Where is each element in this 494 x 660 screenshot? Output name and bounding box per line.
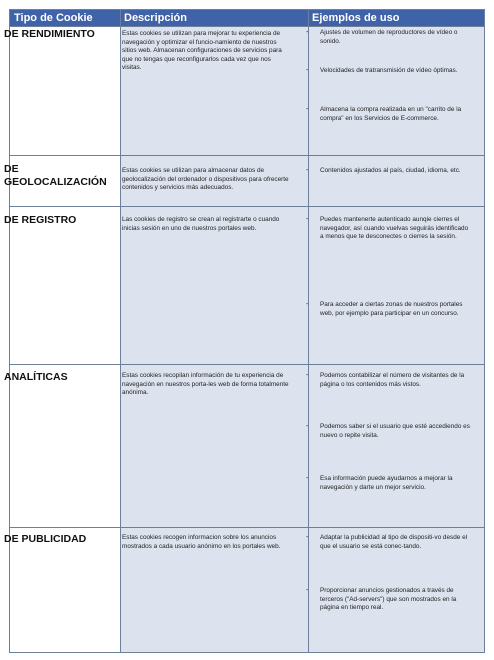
- row-divider: [10, 26, 484, 27]
- example-item: - Contenidos ajustados al país, ciudad, idioma, etc.: [306, 167, 461, 174]
- bullet-dash: -: [306, 106, 309, 113]
- row-divider: [10, 155, 484, 156]
- bullet-dash: -: [306, 301, 309, 308]
- example-item: - Velocidades de tratransmisión de vídeo óptimas.: [306, 67, 458, 74]
- header-description: Descripción: [120, 10, 308, 26]
- bullet-dash: -: [306, 167, 309, 174]
- example-item: - Almacena la compra realizada en un "carrito de la compra" en los Servicios de E-commerce.: [306, 106, 462, 122]
- cookie-description: Estas cookies se utilizan para mejorar tu experiencia de navegación y optimizar el funcio-namiento de nuestros sitios web. Almacenan configuraciones de servicios para que no tengas que reconfigurarlos cada vez que nos visitas.: [122, 30, 282, 72]
- row-divider: [10, 364, 484, 365]
- example-item: - Proporcionar anuncios gestionados a través de terceros ("Ad-servers") que son mostrados en la página en tiempo real.: [306, 587, 457, 612]
- cookie-type: DE PUBLICIDAD: [4, 533, 87, 545]
- cookie-description: Estas cookies recopilan información de tu experiencia de navegación en nuestros porta-les web de forma totalmente anónima.: [122, 372, 289, 397]
- bullet-dash: -: [306, 475, 309, 482]
- header-type: Tipo de Cookie: [10, 10, 120, 26]
- bullet-dash: -: [306, 67, 309, 74]
- example-item: - Esa información puede ayudarnos a mejorar la navegación y darte un mejor servicio.: [306, 475, 453, 491]
- header-examples: Ejemplos de uso: [308, 10, 484, 26]
- example-item: - Podemos contabilizar el número de visitantes de la página o los contenidos más vistos.: [306, 372, 465, 388]
- cookie-description: Estas cookies se utilizan para almacenar datos de geolocalización del ordenador o dispositivos para ofrecerte contenidos y servicios más adecuados.: [122, 167, 289, 192]
- cookie-type: DE REGISTRO: [4, 214, 77, 226]
- example-item: - Podemos saber si el usuario que esté accediendo es nuevo o repite visita.: [306, 423, 470, 439]
- cookie-description: Estas cookies recogen informacion sobre los anuncios mostrados a cada usuario anónimo en los portales web.: [122, 534, 281, 550]
- cookie-type: ANALÍTICAS: [4, 371, 68, 383]
- bullet-dash: -: [306, 534, 309, 541]
- example-item: - Puedes mantenerte autenticado aunqie cierres el navegador, así cuando vuelvas seguirás identificado a menos que te desconectes o cierres la sesión.: [306, 216, 469, 241]
- cookie-type: DE RENDIMIENTO: [4, 28, 95, 40]
- cookie-description: Las cookies de registro se crean al registrarte o cuando inicias sesión en uno de nuestros portales web.: [122, 216, 280, 232]
- type-column-bg: [10, 26, 120, 652]
- column-divider: [120, 10, 121, 652]
- row-divider: [10, 527, 484, 528]
- cookie-type: DE GEOLOCALIZACIÓN: [4, 163, 107, 188]
- bullet-dash: -: [306, 587, 309, 594]
- row-divider: [10, 206, 484, 207]
- example-item: - Ajustes de volumen de reproductores de vídeo o sonido.: [306, 29, 458, 45]
- example-item: - Adaptar la publicidad al tipo de dispositi-vo desde el que el usuario se está conec-tando.: [306, 534, 468, 550]
- bullet-dash: -: [306, 216, 309, 223]
- bullet-dash: -: [306, 372, 309, 379]
- bullet-dash: -: [306, 423, 309, 430]
- description-column-bg: [121, 26, 308, 652]
- bullet-dash: -: [306, 29, 309, 36]
- example-item: - Para acceder a ciertas zonas de nuestros portales web, por ejemplo para participar en un concurso.: [306, 301, 463, 317]
